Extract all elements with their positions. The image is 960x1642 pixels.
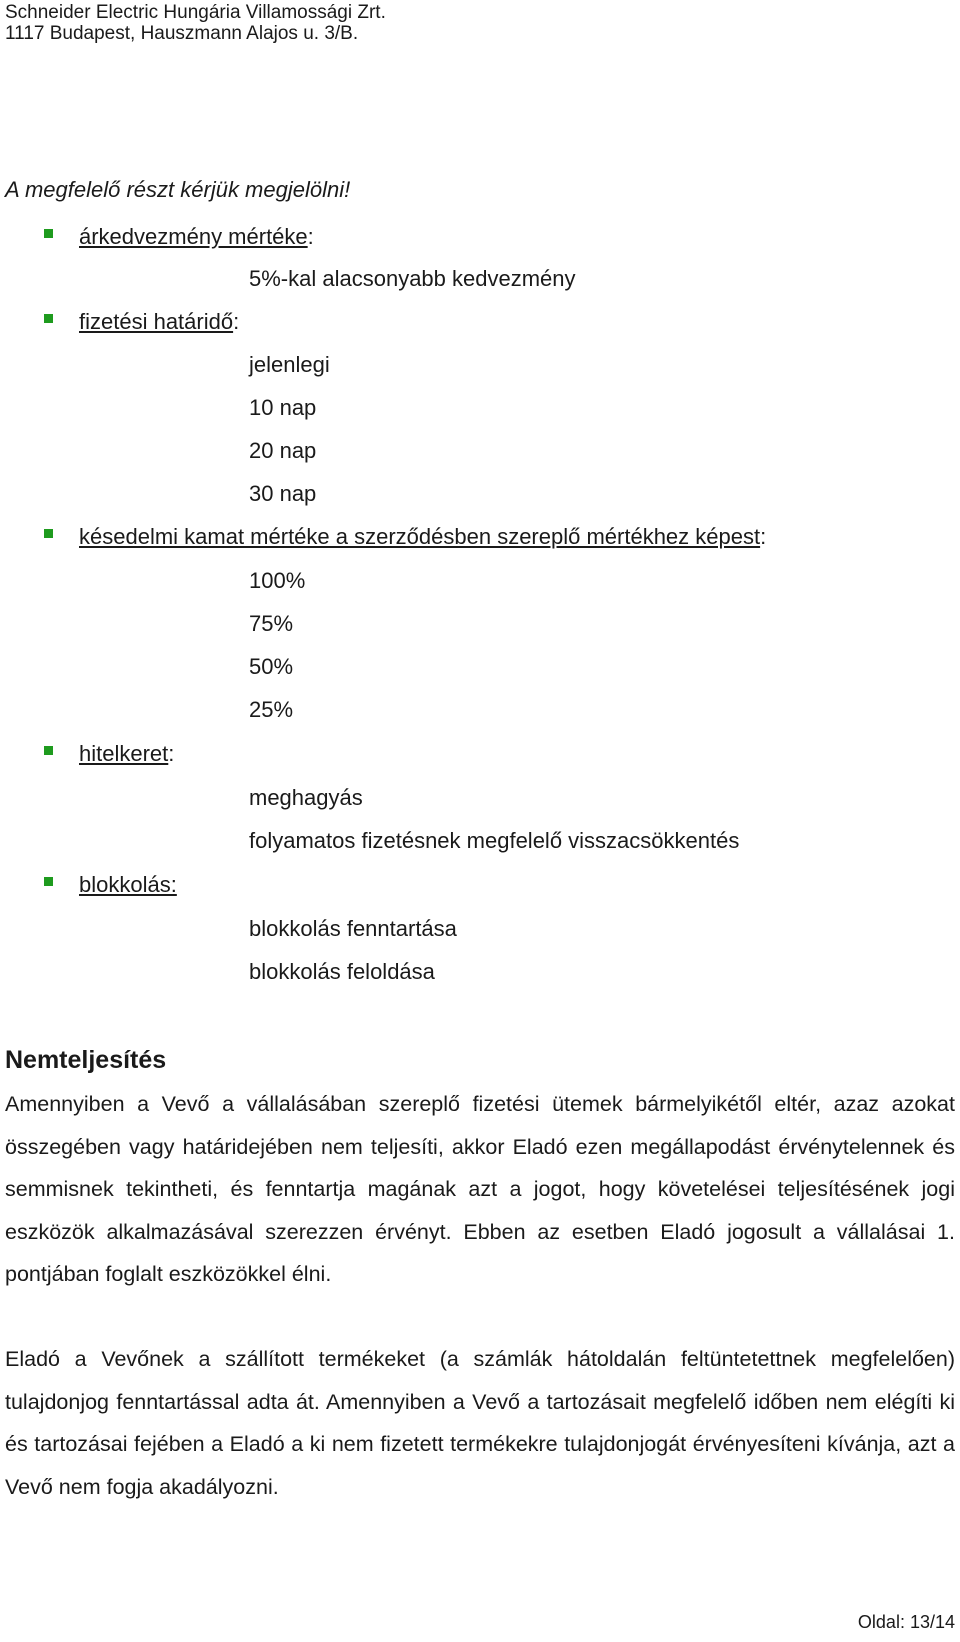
option-interest-25[interactable]: 25% [249,697,294,722]
option-deadline-current[interactable]: jelenlegi [249,352,330,377]
option-deadline-20[interactable]: 20 nap [249,438,317,463]
company-address: 1117 Budapest, Hauszmann Alajos u. 3/B. [5,23,359,44]
option-credit-keep[interactable]: meghagyás [249,785,363,810]
option-deadline-30[interactable]: 30 nap [249,481,317,506]
bullet-label: blokkolás: [79,872,177,897]
page-number: Oldal: 13/14 [857,1612,955,1632]
bullet-square-icon [44,877,53,886]
bullet-square-icon [44,746,53,755]
option-blocking-keep[interactable]: blokkolás fenntartása [249,916,457,941]
paragraph-ownership: Eladó a Vevőnek a szállított termékeket (a számlák hátoldalán feltüntetettnek megfelelően) tulajdonjog fenntartással adta át. Amennyiben a Vevő a tartozásait megfelelő időben nem elégíti ki és tartozásai fejében a Eladó a ki nem fizetett termékekre tulajdonjogát érvényesíteni kívánja, azt a Vevő nem fogja akadályozni. [5,1347,955,1499]
bullet-label: fizetési határidő [79,309,234,334]
option-interest-50[interactable]: 50% [249,654,294,679]
intro-text: A megfelelő részt kérjük megjelölni! [5,177,351,202]
option-credit-reduce[interactable]: folyamatos fizetésnek megfelelő visszacsökkentés [249,828,740,853]
section-title: Nemteljesítés [5,1046,167,1074]
company-name: Schneider Electric Hungária Villamossági Zrt. [5,2,386,23]
bullet-square-icon [44,314,53,323]
option-discount-5[interactable]: 5%-kal alacsonyabb kedvezmény [249,266,576,291]
paragraph-nonperformance: Amennyiben a Vevő a vállalásában szereplő fizetési ütemek bármelyikétől eltér, azaz azokat összegében vagy határidejében nem teljesíti, akkor Eladó ezen megállapodást érvénytelennek és semmisnek tekintheti, és fenntartja magának azt a jogot, hogy követelései teljesítésének jogi eszközök alkalmazásával szerezzen érvényt. Ebben az esetben Eladó jogosult a vállalásai 1. pontjában foglalt eszközökkel élni. [5,1092,955,1286]
bullet-square-icon [44,229,53,238]
bullet-label: árkedvezmény mértéke [79,224,308,249]
option-blocking-release[interactable]: blokkolás feloldása [249,959,435,984]
bullet-label: hitelkeret [79,741,169,766]
option-interest-75[interactable]: 75% [249,611,294,636]
option-interest-100[interactable]: 100% [249,568,306,593]
bullet-label: késedelmi kamat mértéke a szerződésben szereplő mértékhez képest [79,524,761,549]
option-deadline-10[interactable]: 10 nap [249,395,317,420]
bullet-square-icon [44,529,53,538]
